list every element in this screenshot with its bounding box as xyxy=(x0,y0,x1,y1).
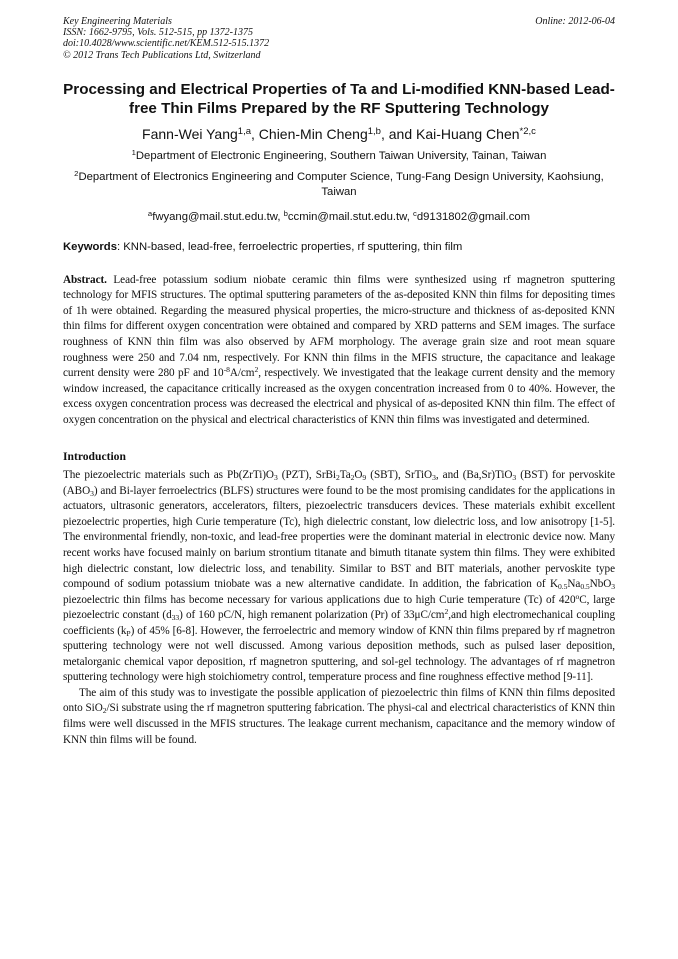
introduction-paragraph xyxy=(63,468,615,686)
text-segment: Ta xyxy=(339,469,351,482)
text-segment: 33 xyxy=(171,613,180,623)
journal-name: Key Engineering Materials xyxy=(63,16,172,27)
text-segment: /Si substrate using the rf magnetron sputtering fabrication. The physi-cal and electrical characteristics of KNN thin films were well discussed in the MFIS structures. The leakage current mechanism, capacitance and the memory window of KNN thin films will be found. xyxy=(63,702,615,746)
text-segment: 3 xyxy=(273,473,278,483)
text-segment: 2 xyxy=(102,706,107,716)
email: $^b$ccmin@mail.stut.edu.tw, xyxy=(283,208,413,223)
affiliation: $^2$Department of Electronics Engineering and Computer Science, Tung-Fang Design University, Kaohsiung, Taiwan xyxy=(74,168,604,198)
text-segment: ) of 160 pC/N, high remanent polarization (Pr) of 33μC/cm xyxy=(179,609,445,622)
text-segment: 3 xyxy=(432,473,436,483)
text-segment: C, large piezoelectric constant (d xyxy=(63,593,615,622)
author: Fann-Wei Yang$^{1,a}$, xyxy=(142,125,259,142)
text-segment: (PZT), SrBi xyxy=(277,469,336,482)
text-segment: 0.5 xyxy=(580,582,590,591)
text-segment: ) of 45% [6-8]. However, the ferroelectric and memory window of KNN thin films prepared by rf magnetron sputtering technology were not well discussed. Among various deposition methods, such as pulsed laser deposition, metalorganic chemical vapor deposition, rf magnetron sputtering, and sol-gel technology. The advantages of rf magnetron sputtering technology were high stoichiometry control, temperature process and fine roughness effective method [9-11]. xyxy=(63,624,615,684)
author-emails xyxy=(63,210,615,225)
text-segment: 3 xyxy=(90,488,94,498)
paper-page xyxy=(63,16,615,748)
text-segment: 0.5 xyxy=(558,582,568,591)
text-segment: piezoelectric thin films has become necessary for various applications due to high Curie temperature (Tc) of 420 xyxy=(63,593,576,606)
abstract-label: Abstract. xyxy=(63,273,107,286)
abstract: Abstract. Lead-free potassium sodium niobate ceramic thin films were synthesized using rf magnetron sputtering technology for MFIS structures. The optimal sputtering parameters of the as-deposited KNN thin films for depositing times of 1h were obtained. Regarding the measured physical properties, the micro-structure and thickness of as-deposited KNN thin films for different oxygen concentration were obtained and compared by XRD patterns and SEM images. The surface roughness of KNN thin film was also observed by AFM morphology. The average grain size and root mean square roughness were 250 and 7.04 nm, respectively. For KNN thin films in the MFIS structure, the capacitance and leakage current density were 280 pF and $10^{-8}A/cm^2$, respectively. We investigated that the leakage current density and the memory window increased, the capacitance critically increased as the oxygen concentration increased from 0 to 40%. However, the excess oxygen concentration process was decreased the electrical and physical of as-deposited KNN thin film. The effect of oxygen concentration on the physical and electrical characteristics of KNN thin films was investigated and determined. xyxy=(63,273,615,426)
text-segment: o xyxy=(575,591,580,601)
text-segment: 3 xyxy=(512,473,517,483)
text-segment: ) and Bi-layer ferroelectrics (BLFS) structures were found to be the most promising candidates for the applications in actuators, ultrasonic generators, accelerators, filters, piezoelectric transducers devices. These materials exhibit excellent piezoelectric properties, high Curie temperature (Tc), high dielectric constant, low dielectric loss, and low anisotropy [1-5]. The environmental friendly, non-toxic, and lead-free properties were the dominant material in electronic device now. Many recent works have focused mainly on barium strontium titanate and bimuth titanate system thin films. They were exhibited high dielectric constant, low dielectric loss, and tenability. Similar to BST and BIT materials, another pervoskite type compound of sodium potassium tniobate was a new alternative candidate. In addition, the fabrication of K xyxy=(63,484,615,591)
text-segment: (SBT), SrTiO xyxy=(366,469,433,482)
keywords-label: Keywords xyxy=(63,240,117,253)
text-segment: NbO xyxy=(589,578,612,591)
author: Chien-Min Cheng$^{1,b}$, and xyxy=(258,125,417,142)
journal-header xyxy=(63,16,615,61)
author: Kai-Huang Chen$^{*2,c}$ xyxy=(416,125,536,142)
text-segment: P xyxy=(126,628,131,638)
email: $^c$d9131802@gmail.com xyxy=(413,208,531,223)
paper-title: Processing and Electrical Properties of Ta and Li-modified KNN-based Lead-free Thin Films Prepared by the RF Sputtering Technology xyxy=(63,80,615,117)
introduction-paragraph xyxy=(63,686,615,748)
text-segment: 2 xyxy=(335,473,340,483)
doi-line: doi:10.4028/www.scientific.net/KEM.512-515.1372 xyxy=(63,38,270,50)
text-segment: 2 xyxy=(350,473,355,483)
text-segment: The piezoelectric materials such as Pb(ZrTi)O xyxy=(63,469,274,482)
section-heading-introduction: Introduction xyxy=(63,450,126,464)
text-segment: 3 xyxy=(611,582,615,591)
email: $^a$fwyang@mail.stut.edu.tw, xyxy=(147,208,284,223)
text-segment: 2 xyxy=(444,607,449,617)
text-segment: O xyxy=(354,469,363,482)
text-segment: The aim of this study was to investigate the possible application of piezoelectric thin films of KNN thin films deposited onto SiO xyxy=(63,686,615,715)
copyright-line: © 2012 Trans Tech Publications Ltd, Switzerland xyxy=(63,49,261,61)
affiliation: $^1$Department of Electronic Engineering, Southern Taiwan University, Tainan, Taiwan xyxy=(131,147,547,162)
text-segment: (BST) for pervoskite (ABO xyxy=(63,469,616,497)
text-segment: Na xyxy=(567,578,581,591)
issn-line: ISSN: 1662-9795, Vols. 512-515, pp 1372-1375 xyxy=(63,27,253,39)
text-segment: ,and high electromechanical coupling coefficients (k xyxy=(63,609,615,637)
text-segment: 9 xyxy=(362,473,367,483)
online-date: Online: 2012-06-04 xyxy=(535,16,615,27)
keywords xyxy=(63,240,615,255)
keywords-text: : KNN-based, lead-free, ferroelectric properties, rf sputtering, thin film xyxy=(117,240,463,253)
author-list xyxy=(63,125,615,143)
text-segment: , and (Ba,Sr)TiO xyxy=(435,469,513,482)
